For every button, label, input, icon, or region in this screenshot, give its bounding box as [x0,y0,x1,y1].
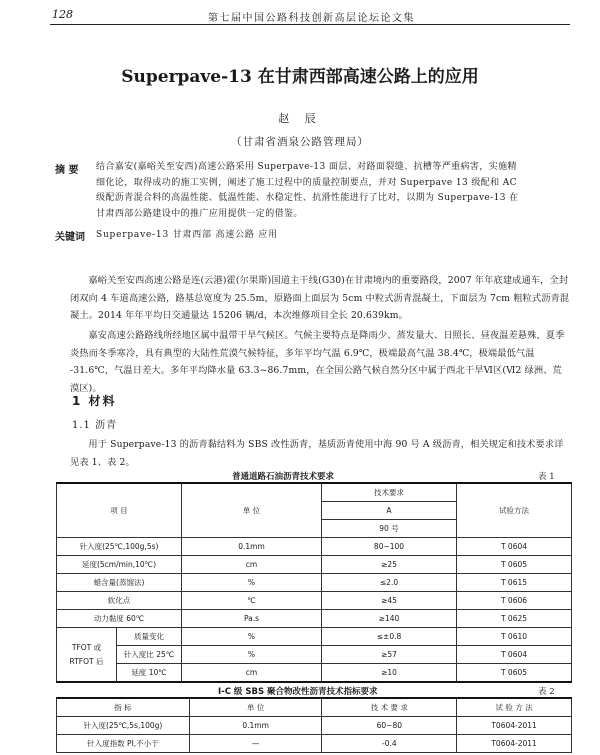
author-name: 赵 辰 [278,112,322,125]
table2-caption: I-C 级 SBS 聚合物改性沥青技术指标要求 [218,687,378,697]
header-rule [50,24,570,25]
table1-cell-req: ≥57 [322,646,457,664]
abstract-line: 级配沥青混合料的高温性能、低温性能、水稳定性、抗滑性能进行了比对，以期为 Superpave-13 在 [96,193,519,204]
table1-header-item: 项 目 [57,483,182,538]
table1-header-unit: 单 位 [182,483,322,538]
table2-cell-req: -0.4 [322,735,457,753]
table2-cell-unit: — [189,735,322,753]
table1-header-techreq: 技术要求 [322,483,457,502]
table1-cell-method: T 0604 [457,646,572,664]
table1-header-grade-a: A [322,502,457,520]
author-affiliation: （甘肃省酒泉公路管理局） [231,136,369,148]
table-row [57,735,572,753]
table2-cell-method: T0604-2011 [457,717,572,735]
table1-cell-unit: Pa.s [182,610,322,628]
table1-cell-req: ≥10 [322,664,457,683]
table1-cell-method: T 0604 [457,538,572,556]
table1-cell-unit: % [182,574,322,592]
table1-cell-unit: ℃ [182,592,322,610]
table1-number: 表 1 [538,472,555,482]
table1-cell-method: T 0605 [457,664,572,683]
table2-cell-req: 60~80 [322,717,457,735]
table1-cell-item: 动力黏度 60℃ [57,610,182,628]
table1-cell-req: ≥25 [322,556,457,574]
table1-header-grade-90: 90 号 [322,520,457,538]
climate-paragraph: 嘉安高速公路路线所经地区属中温带干旱气候区。气候主要特点是降雨少、蒸发量大、日照长、昼夜温差悬殊，夏季炎热而冬季寒冷，具有典型的大陆性荒漠气候特征，多年平均气温 6.9℃，极端最高气温 38.4℃，极端最低气温 -31.6℃，气温日差大。多年平均降水量 63.3~86.7mm，在全国公路气候自然分区中属于西北干旱Ⅵ区(Ⅵ2 绿洲、荒漠区)。 [70,330,565,394]
abstract-line: 甘肃西部公路建设中的推广应用提供一定的借鉴。 [96,209,303,220]
table1-cell-req: ≤2.0 [322,574,457,592]
table1-cell-unit: % [182,646,322,664]
table-row [57,610,572,628]
table1-cell-unit: cm [182,664,322,683]
abstract-label: 摘 要 [55,165,79,176]
table1-cell-item: 延度 10℃ [117,664,182,683]
table1-cell-unit: cm [182,556,322,574]
table-row [57,556,572,574]
table1-cell-req: ≥140 [322,610,457,628]
table1-header-method: 试验方法 [457,483,572,538]
table-row [57,664,572,683]
table1-cell-req: ≥45 [322,592,457,610]
table1-cell-item: 针入度(25℃,100g,5s) [57,538,182,556]
table-row [57,592,572,610]
abstract-line: 结合嘉安(嘉峪关至安西)高速公路采用 Superpave-13 面层、对路面裂缝、抗槽等严重病害，实施精 [96,162,517,172]
running-header: 第七届中国公路科技创新高层论坛论文集 [208,13,415,24]
table1-cell-req: ≤±0.8 [322,628,457,646]
paper-title: Superpave-13 在甘肃西部高速公路上的应用 [121,67,479,87]
table1-cell-method: T 0606 [457,592,572,610]
table2-header-req: 技 术 要 求 [322,698,457,717]
table1-group-label: TFOT 或 RTFOT 后 [57,628,117,683]
keywords-text: Superpave-13 甘肃西部 高速公路 应用 [96,230,278,240]
table-row [57,538,572,556]
section-heading: 1 材料 [72,394,117,408]
table1-cell-unit: 0.1mm [182,538,322,556]
table2 [56,697,572,753]
table1-cell-req: 80~100 [322,538,457,556]
table1-caption: 普通道路石油沥青技术要求 [232,472,335,482]
table2-cell-unit: 0.1mm [189,717,322,735]
table-row [57,646,572,664]
table-row [57,717,572,735]
table1-cell-item: 针入度比 25℃ [117,646,182,664]
keywords-label: 关键词 [55,232,85,243]
table2-header-item: 指 标 [57,698,190,717]
table1-cell-item: 软化点 [57,592,182,610]
table2-cell-item: 针入度指数 PI,不小于 [57,735,190,753]
table2-cell-item: 针入度(25℃,5s,100g) [57,717,190,735]
table1-cell-item: 蜡含量(蒸馏法) [57,574,182,592]
table1-cell-method: T 0625 [457,610,572,628]
table-row [57,574,572,592]
table2-number: 表 2 [538,687,555,697]
table1-cell-method: T 0605 [457,556,572,574]
intro-paragraph: 嘉峪关至安西高速公路是连(云港)霍(尔果斯)国道主干线(G30)在甘肃境内的重要路段，2007 年年底建成通车，全封闭双向 4 车道高速公路，路基总宽度为 25.5m，原路面上面层为 5cm 中粒式沥青混凝土，下面层为 7cm 粗粒式沥青混凝土。2014 年年平均日交通量达 15206 辆/d，本次维修项目全长 20.639km。 [70,275,570,321]
abstract-text [96,160,574,223]
table2-cell-method: T0604-2011 [457,735,572,753]
asphalt-paragraph: 用于 Superpave-13 的沥青黏结料为 SBS 改性沥青，基质沥青使用中海 90 号 A 级沥青，相关规定和技术要求详见表 1、表 2。 [70,439,564,468]
table1-cell-unit: % [182,628,322,646]
table2-header-unit: 单 位 [189,698,322,717]
table1 [56,482,572,683]
table1-cell-method: T 0615 [457,574,572,592]
table2-header-method: 试 验 方 法 [457,698,572,717]
table1-cell-item: 延度(5cm/min,10℃) [57,556,182,574]
table1-cell-item: 质量变化 [117,628,182,646]
subsection-heading: 1.1 沥青 [72,420,118,431]
abstract-line: 细化论，取得成功的施工实例，阐述了施工过程中的质量控制要点，并对 Superpave 13 级配和 AC [96,177,517,188]
page-number: 128 [52,8,73,21]
table1-cell-method: T 0610 [457,628,572,646]
table-row [57,628,572,646]
